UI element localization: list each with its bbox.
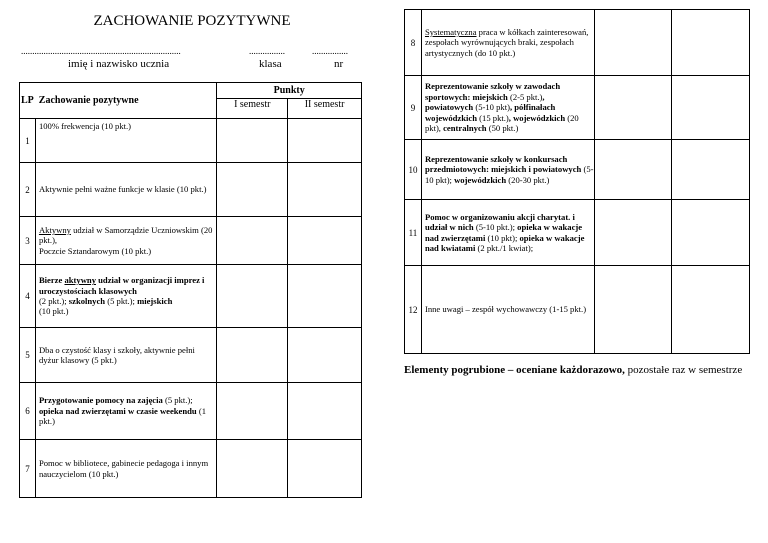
row-text-bold: szkolnych	[68, 296, 106, 306]
sem2-points-cell[interactable]	[288, 383, 362, 440]
row-number: 9	[405, 76, 422, 140]
row-text-bold: udział w organizacji imprez i uroczystościach klasowych	[38, 275, 205, 296]
sem1-points-cell[interactable]	[217, 440, 288, 498]
name-dots[interactable]: .......................................................................	[21, 46, 181, 56]
row-number: 5	[20, 328, 36, 383]
sem1-points-cell[interactable]	[217, 328, 288, 383]
row-text-bold: opieka w wakacje nad zwierzętami	[424, 222, 583, 243]
row-text: (5-10 pkt)	[473, 102, 510, 113]
class-dots[interactable]: ................	[249, 46, 285, 56]
header-lp: LP	[21, 95, 34, 106]
row-description	[35, 265, 216, 328]
row-description: Inne uwagi – zespół wychowawczy (1-15 pkt.)	[421, 266, 594, 354]
row-description: 100% frekwencja (10 pkt.)	[35, 119, 216, 163]
row-text: (20-30 pkt.)	[506, 174, 550, 185]
sem2-points-cell[interactable]	[288, 163, 362, 217]
nr-label: nr	[334, 58, 344, 70]
row-text: (5-10 pkt.);	[473, 222, 518, 233]
class-label: klasa	[259, 58, 282, 70]
row-text-bold: , powiatowych	[424, 91, 545, 113]
sem1-points-cell[interactable]	[217, 217, 288, 265]
sem1-points-cell[interactable]	[594, 76, 672, 140]
row-text-bold: miejskich	[137, 296, 173, 306]
table-row	[405, 10, 750, 76]
row-description: Dba o czystość klasy i szkoły, aktywnie pełni dyżur klasowy (5 pkt.)	[35, 328, 216, 383]
nr-dots[interactable]: ................	[312, 46, 348, 56]
row-number: 2	[20, 163, 36, 217]
row-description: Pomoc w bibliotece, gabinecie pedagoga i innym nauczycielom (10 pkt.)	[35, 440, 216, 498]
row-text-underlined: Systematyczna	[424, 26, 477, 37]
header-sem1: I semestr	[217, 99, 288, 119]
sem2-points-cell[interactable]	[288, 440, 362, 498]
page-title: ZACHOWANIE POZYTYWNE	[93, 13, 291, 29]
row-text: praca w kółkach zainteresowań, zespołach wyrównujących braki, zespołach artystycznych (do 10 pkt.)	[424, 26, 589, 58]
row-description	[421, 10, 594, 76]
sem1-points-cell[interactable]	[217, 163, 288, 217]
table-row	[20, 265, 362, 328]
row-text: (1 pkt.)	[38, 405, 207, 427]
behavior-table-right	[404, 9, 750, 354]
row-description	[35, 217, 216, 265]
sem2-points-cell[interactable]	[288, 217, 362, 265]
row-text-bold: , wojewódzkich	[508, 112, 566, 123]
row-text-bold: Reprezentowanie szkoły w konkursach przedmiotowych: miejskich i powiatowych	[424, 153, 582, 175]
sem2-points-cell[interactable]	[288, 328, 362, 383]
table-row	[405, 200, 750, 266]
header-behavior: Zachowanie pozytywne	[38, 95, 139, 106]
table-row	[20, 328, 362, 383]
sem1-points-cell[interactable]	[217, 383, 288, 440]
row-text-bold-underlined: aktywny	[64, 275, 96, 286]
row-number: 7	[20, 440, 36, 498]
row-number: 12	[405, 266, 422, 354]
sem1-points-cell[interactable]	[217, 119, 288, 163]
row-text: (5 pkt.);	[105, 296, 138, 306]
table-row	[405, 76, 750, 140]
row-text: (5-10 pkt);	[424, 164, 594, 185]
table-row	[20, 217, 362, 265]
sem2-points-cell[interactable]	[672, 10, 750, 76]
row-text: (2-5 pkt.)	[507, 91, 543, 102]
table-row	[20, 119, 362, 163]
table-header-behavior	[20, 83, 217, 119]
row-text-bold: wojewódzkich	[454, 174, 507, 185]
row-text: (20 pkt),	[424, 112, 579, 134]
sem1-points-cell[interactable]	[594, 10, 672, 76]
row-number: 3	[20, 217, 36, 265]
table-row	[20, 383, 362, 440]
footer-note-normal: pozostałe raz w semestrze	[624, 364, 743, 376]
row-description	[421, 200, 594, 266]
table-row	[20, 163, 362, 217]
row-text: (15 pkt.)	[477, 112, 509, 123]
row-number: 8	[405, 10, 422, 76]
sem2-points-cell[interactable]	[672, 76, 750, 140]
sem1-points-cell[interactable]	[594, 266, 672, 354]
row-text: (5 pkt.);	[162, 395, 193, 406]
sem2-points-cell[interactable]	[672, 200, 750, 266]
row-number: 11	[405, 200, 422, 266]
row-text-bold: Reprezentowanie szkoły w zawodach sportowych: miejskich	[424, 81, 561, 102]
sem2-points-cell[interactable]	[288, 265, 362, 328]
behavior-table-left	[19, 82, 362, 498]
sem1-points-cell[interactable]	[217, 265, 288, 328]
sem2-points-cell[interactable]	[672, 266, 750, 354]
row-text-bold: Pomoc w organizowaniu akcji charytat. i udział w nich	[424, 211, 575, 233]
row-text-bold: Przygotowanie pomocy na zajęcia	[38, 395, 163, 406]
header-points: Punkty	[217, 83, 362, 99]
row-text-underlined: Aktywny	[38, 224, 71, 235]
table-row	[405, 140, 750, 200]
row-number: 10	[405, 140, 422, 200]
sem2-points-cell[interactable]	[672, 140, 750, 200]
row-text: (2 pkt./1 kwiat);	[475, 242, 534, 253]
row-number: 6	[20, 383, 36, 440]
row-number: 4	[20, 265, 36, 328]
header-sem2: II semestr	[288, 99, 362, 119]
row-text-bold: , półfinałach wojewódzkich	[424, 102, 556, 123]
row-description	[421, 140, 594, 200]
row-text-bold: centralnych	[443, 123, 487, 134]
row-description	[35, 383, 216, 440]
row-text: (50 pkt.)	[486, 123, 519, 134]
table-row	[20, 440, 362, 498]
row-text: Poczcie Sztandarowym (10 pkt.)	[38, 245, 152, 256]
sem1-points-cell[interactable]	[594, 140, 672, 200]
name-label: imię i nazwisko ucznia	[68, 58, 170, 70]
sem1-points-cell[interactable]	[594, 200, 672, 266]
row-description	[421, 76, 594, 140]
row-text-bold: opieka nad zwierzętami w czasie weekendu	[38, 405, 197, 416]
row-text-bold: opieka w wakacje nad kwiatami	[424, 232, 585, 253]
footer-note	[404, 364, 764, 376]
row-text-bold: Bierze	[38, 275, 65, 286]
row-text: (10 pkt.)	[38, 306, 69, 317]
row-text: udział w Samorządzie Uczniowskim (20 pkt.),	[38, 224, 213, 246]
row-text: (2 pkt.);	[38, 296, 69, 306]
table-row	[405, 266, 750, 354]
row-text: (10 pkt);	[485, 232, 520, 243]
footer-note-bold: Elementy pogrubione – oceniane każdorazowo,	[404, 364, 625, 376]
row-number: 1	[20, 119, 36, 163]
sem2-points-cell[interactable]	[288, 119, 362, 163]
row-description: Aktywnie pełni ważne funkcje w klasie (10 pkt.)	[35, 163, 216, 217]
